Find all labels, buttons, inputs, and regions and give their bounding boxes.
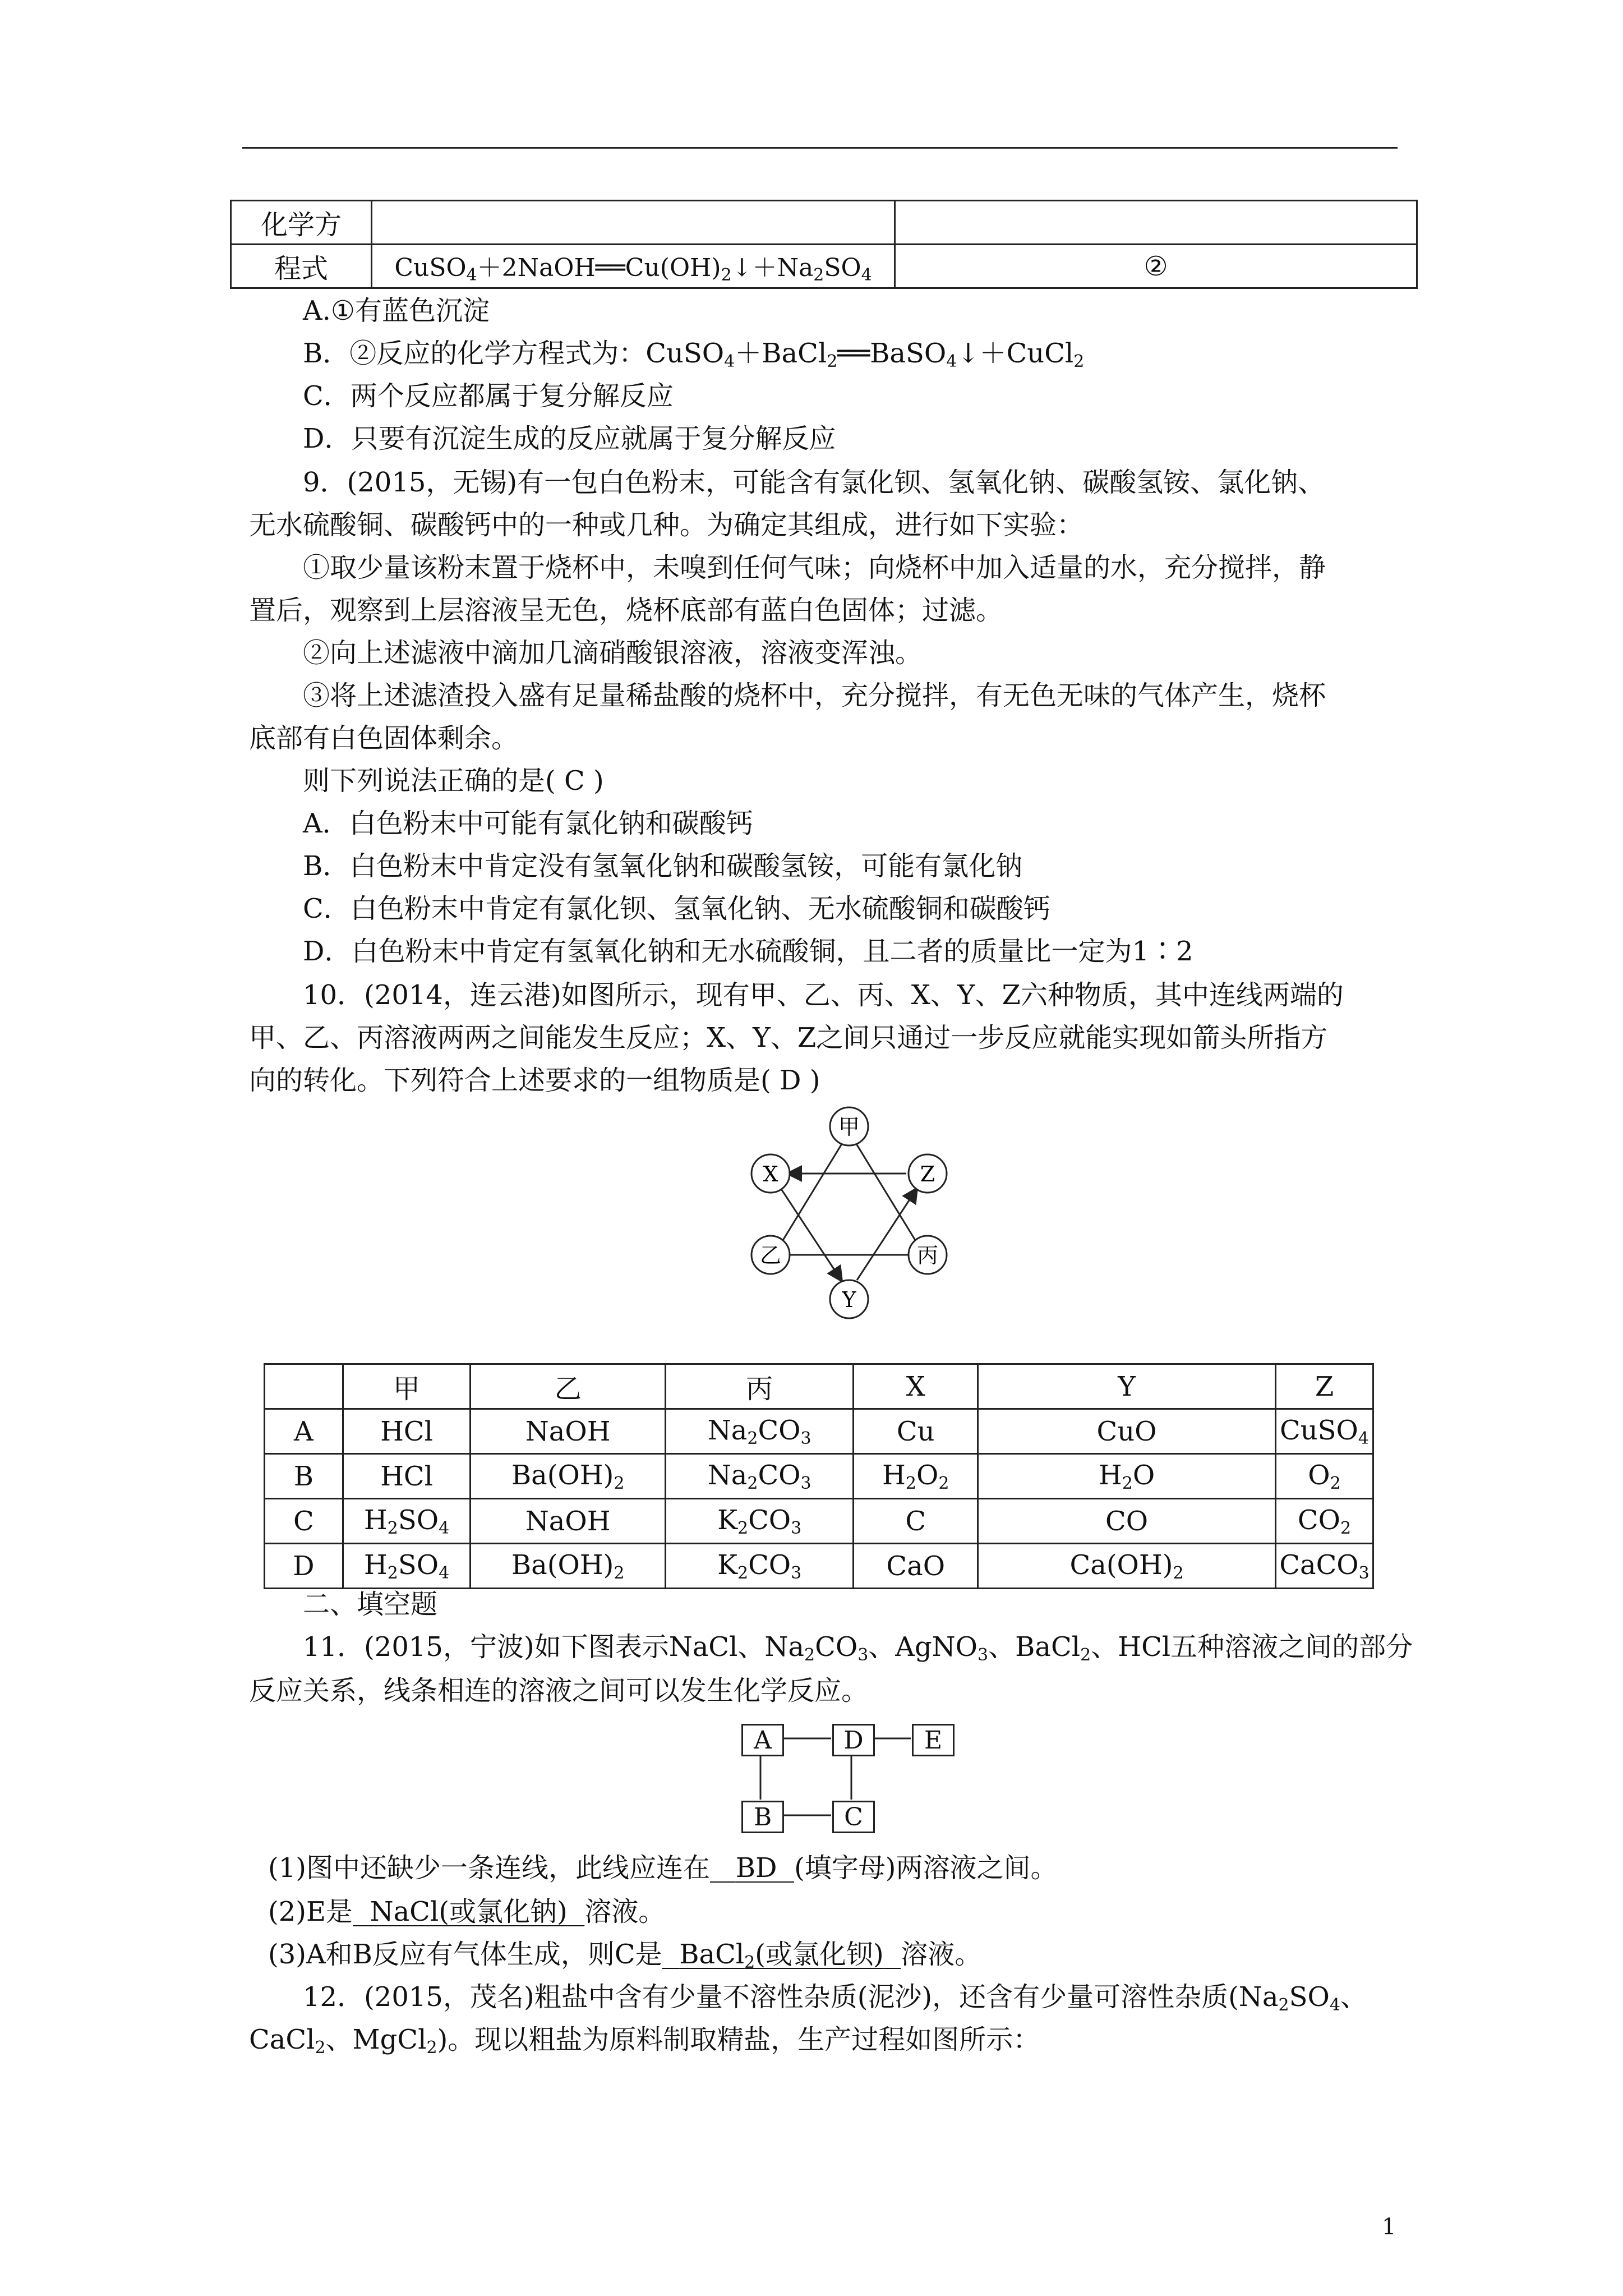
q11-box-e: E (912, 1724, 955, 1756)
cell-label: D (265, 1544, 343, 1589)
node-x (751, 1154, 790, 1193)
eq-left-equation: $CuSO_4+2NaOH══Cu(OH)_2↓+Na_2SO_4$ (372, 245, 895, 288)
q10-line-1: 10．(2014，连云港)如图所示，现有甲、乙、丙、X、Y、Z六种物质，其中连线两端的 (303, 979, 1344, 1011)
eq-label-bottom: 程式 (231, 245, 372, 288)
cell-y: $Ca(OH)_2$ (978, 1544, 1276, 1589)
q8-option-d: D．只要有沉淀生成的反应就属于复分解反应 (303, 423, 836, 454)
svg-text:Z: Z (920, 1162, 935, 1186)
q9-option-c: C．白色粉末中肯定有氯化钡、氢氧化钠、无水硫酸铜和碳酸钙 (303, 893, 1050, 924)
cell-jia: HCl (343, 1454, 471, 1499)
cell-z: $CO_2$ (1275, 1499, 1373, 1544)
q12-line-1: 12．(2015，茂名)粗盐中含有少量不溶性杂质(泥沙)，还含有少量可溶性杂质($Na_2SO_4$、 (303, 1981, 1367, 2015)
header-cell-z: Z (1275, 1364, 1373, 1409)
q9-question: 则下列说法正确的是( C ) (303, 765, 604, 797)
q11-box-c: C (832, 1801, 875, 1833)
header-cell-jia: 甲 (343, 1364, 471, 1409)
cell-x: C (854, 1499, 978, 1544)
q11-answer-1: BD (735, 1852, 777, 1884)
node-bing (909, 1236, 947, 1274)
node-y (830, 1280, 868, 1318)
cell-y: $H_2O$ (978, 1454, 1276, 1499)
cell-jia: $H_2SO_4$ (343, 1499, 471, 1544)
q9-step1-line1: ①取少量该粉末置于烧杯中，未嗅到任何气味；向烧杯中加入适量的水，充分搅拌，静 (303, 552, 1326, 583)
svg-text:乙: 乙 (759, 1243, 782, 1268)
q10-line-2: 甲、乙、丙溶液两两之间能发生反应；X、Y、Z之间只通过一步反应就能实现如箭头所指方 (249, 1022, 1328, 1053)
q11-box-b: B (741, 1801, 784, 1833)
q9-step2: ②向上述滤液中滴加几滴硝酸银溶液，溶液变浑浊。 (303, 637, 923, 669)
node-z (909, 1154, 947, 1193)
q9-line-1: 9．(2015，无锡)有一包白色粉末，可能含有氯化钡、氢氧化钠、碳酸氢铵、氯化钠、 (303, 467, 1325, 498)
header-cell-y: Y (978, 1364, 1276, 1409)
cell-z: CuSO$_4$ (1275, 1409, 1373, 1454)
q9-option-b: B．白色粉末中肯定没有氢氧化钠和碳酸氢铵，可能有氯化钠 (303, 850, 1023, 882)
header-cell-yi: 乙 (471, 1364, 666, 1409)
cell-label: C (265, 1499, 343, 1544)
q8-option-a: A.①有蓝色沉淀 (303, 295, 490, 326)
node-jia (830, 1107, 868, 1145)
eq-label-top: 化学方 (231, 201, 372, 245)
cell-bing: $K_2CO_3$ (665, 1499, 854, 1544)
cell-jia: $H_2SO_4$ (343, 1544, 471, 1589)
q11-line-2: 反应关系，线条相连的溶液之间可以发生化学反应。 (249, 1675, 869, 1706)
svg-text:甲: 甲 (838, 1115, 860, 1139)
q9-step3-line2: 底部有白色固体剩余。 (249, 723, 519, 754)
q8-option-c: C．两个反应都属于复分解反应 (303, 380, 674, 412)
q11-line-1: 11．(2015，宁波)如下图表示NaCl、$Na_2CO_3$、AgNO$_3$、BaCl$_2$、HCl五种溶液之间的部分 (303, 1631, 1413, 1665)
cell-jia: HCl (343, 1409, 471, 1454)
q9-step1-line2: 置后，观察到上层溶液呈无色，烧杯底部有蓝白色固体；过滤。 (249, 595, 1003, 626)
header-rule (242, 147, 1398, 149)
header-cell-x: X (854, 1364, 978, 1409)
q10-line-3: 向的转化。下列符合上述要求的一组物质是( D ) (249, 1065, 820, 1096)
q9-option-d: D．白色粉末中肯定有氢氧化钠和无水硫酸铜，且二者的质量比一定为1∶2 (303, 936, 1193, 967)
cell-y: CO (978, 1499, 1276, 1544)
svg-text:Y: Y (842, 1287, 856, 1312)
cell-x: CaO (854, 1544, 978, 1589)
section-fill-in-title: 二、填空题 (303, 1589, 438, 1620)
cell-yi: $Ba(OH)_2$ (471, 1454, 666, 1499)
page-number: 1 (1382, 2214, 1396, 2240)
cell-bing: $Na_2CO_3$ (665, 1409, 854, 1454)
cell-bing: $Na_2CO_3$ (665, 1454, 854, 1499)
q9-step3-line1: ③将上述滤渣投入盛有足量稀盐酸的烧杯中，充分搅拌，有无色无味的气体产生，烧杯 (303, 680, 1326, 711)
q9-option-a: A．白色粉末中可能有氯化钠和碳酸钙 (303, 808, 753, 839)
svg-text:丙: 丙 (916, 1243, 939, 1268)
table-row (265, 1544, 1373, 1589)
table-header-row (265, 1364, 1373, 1409)
eq-right-top (895, 201, 1417, 245)
cell-y: CuO (978, 1409, 1276, 1454)
cell-x: $H_2O_2$ (854, 1454, 978, 1499)
cell-yi: NaOH (471, 1499, 666, 1544)
q11-answer-3: BaCl$_2$(或氯化钡) (679, 1939, 884, 1972)
q11-part-2: (2)E是 NaCl(或氯化钠) 溶液。 (268, 1896, 666, 1927)
eq-left-top (372, 201, 895, 245)
cell-z: CaCO$_3$ (1275, 1544, 1373, 1589)
cell-z: $O_2$ (1275, 1454, 1373, 1499)
cell-bing: $K_2CO_3$ (665, 1544, 854, 1589)
node-yi (751, 1236, 790, 1274)
table-row (265, 1499, 1373, 1544)
header-cell-label (265, 1364, 343, 1409)
q11-box-a: A (741, 1724, 784, 1756)
svg-text:X: X (763, 1162, 778, 1186)
table-row (265, 1409, 1373, 1454)
eq-right-equation: ② (895, 245, 1417, 288)
cell-x: Cu (854, 1409, 978, 1454)
header-cell-bing: 丙 (665, 1364, 854, 1409)
q11-part-3: (3)A和B反应有气体生成，则C是 BaCl$_2$(或氯化钡) 溶液。 (268, 1939, 982, 1972)
q11-part-1: (1)图中还缺少一条连线，此线应连在 BD (填字母)两溶液之间。 (268, 1852, 1058, 1884)
cell-label: B (265, 1454, 343, 1499)
q11-answer-2: NaCl(或氯化钠) (370, 1896, 568, 1927)
q12-line-2: CaCl$_2$、MgCl$_2$)。现以粗盐为原料制取精盐，生产过程如图所示： (249, 2024, 1040, 2058)
equation-table (230, 200, 1418, 289)
q10-options-table (264, 1363, 1374, 1589)
q8-option-b: B．②反应的化学方程式为：CuSO$_4$＋BaCl$_2$══BaSO$_4$↓＋CuCl$_2$ (303, 338, 1085, 371)
table-row (265, 1454, 1373, 1499)
cell-yi: $Ba(OH)_2$ (471, 1544, 666, 1589)
q11-box-d: D (832, 1724, 875, 1756)
reaction-hexagon-diagram (729, 1105, 965, 1329)
q9-line-2: 无水硫酸铜、碳酸钙中的一种或几种。为确定其组成，进行如下实验： (249, 509, 1084, 541)
cell-yi: NaOH (471, 1409, 666, 1454)
cell-label: A (265, 1409, 343, 1454)
